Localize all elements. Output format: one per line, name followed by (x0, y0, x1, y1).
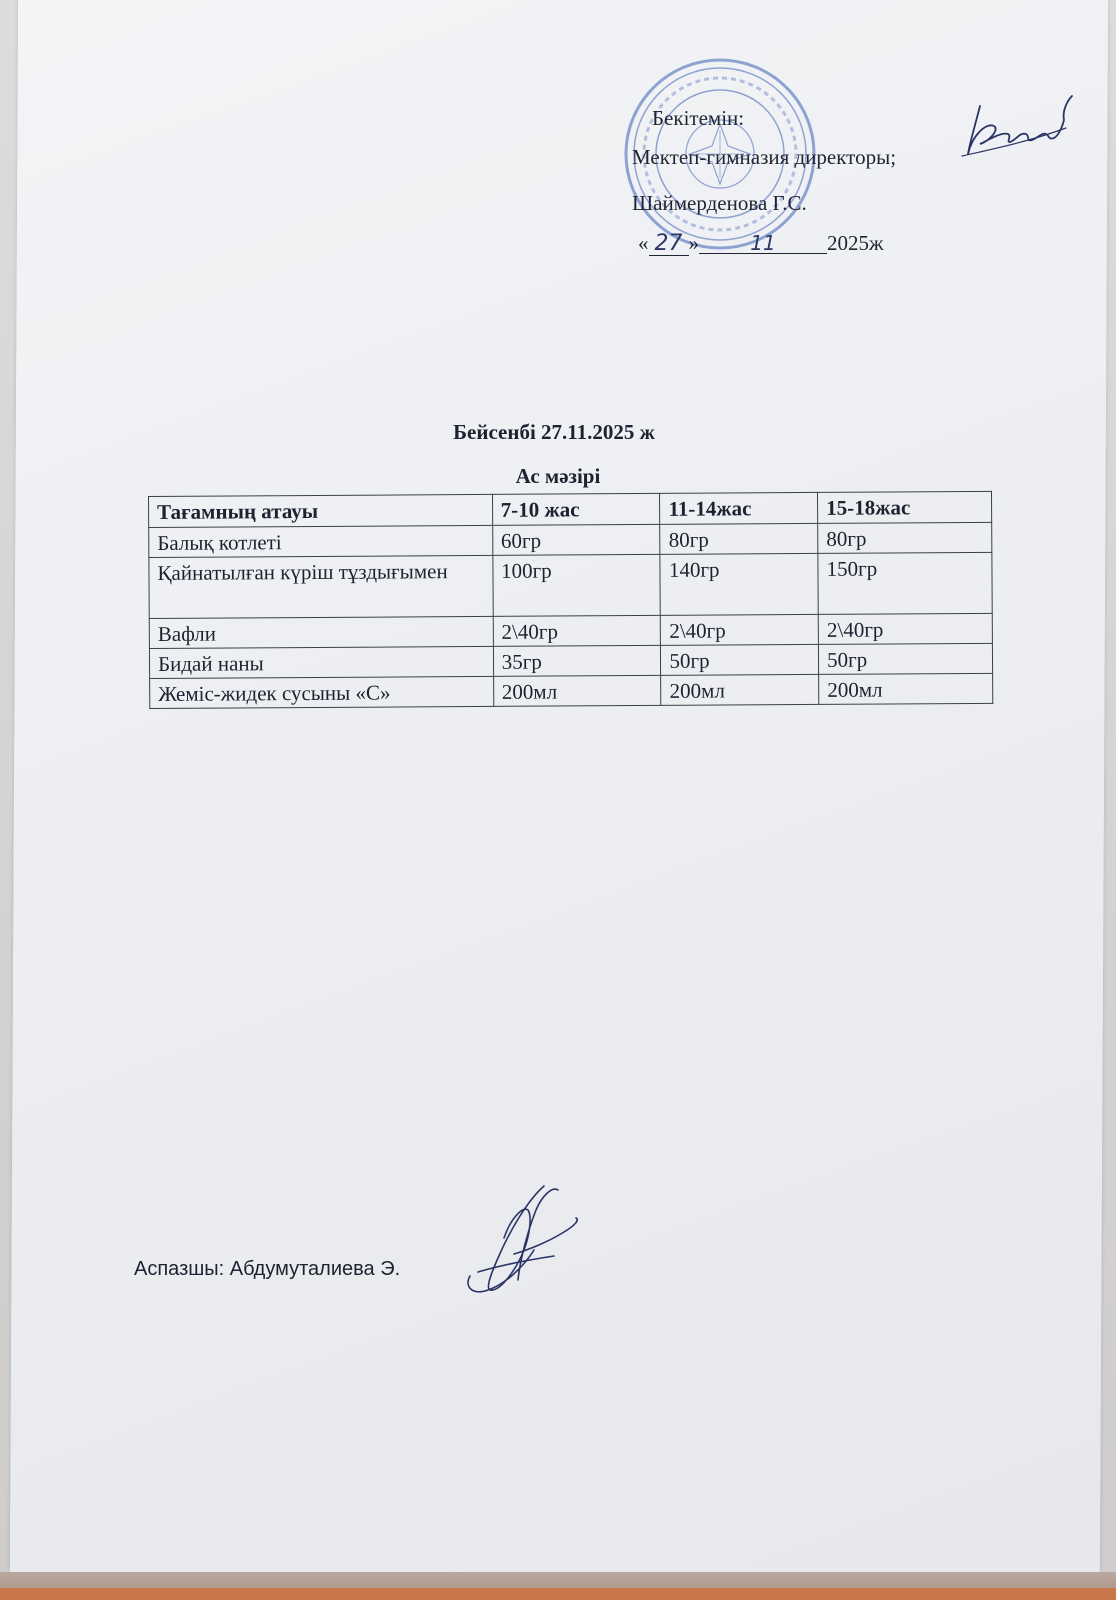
table-cell: 200мл (661, 674, 819, 705)
director-name: Шаймерденова Г.С. (632, 191, 807, 215)
table-cell: 100гр (493, 554, 661, 616)
day-date-heading: Бейсенбі 27.11.2025 ж (453, 420, 655, 444)
table-cell: Қайнатылған күріш тұздығымен (149, 555, 493, 618)
cook-signature-line: Аспазшы: Абдумуталиева Э. (134, 1258, 401, 1280)
table-cell: Жеміс-жидек сусыны «С» (150, 676, 494, 708)
table-cell: 80гр (818, 522, 992, 553)
table-cell: 200мл (493, 675, 661, 706)
menu-title: Ас мәзірі (515, 464, 601, 488)
cook-signature-icon (458, 1180, 598, 1300)
approval-date-day: 27 (649, 233, 689, 256)
table-cell: 150гр (818, 552, 992, 614)
table-cell: 80гр (660, 523, 818, 554)
table-cell: 2\40гр (493, 615, 661, 646)
table-cell: 2\40гр (818, 613, 992, 644)
director-position: Мектеп-гимназия директоры; (632, 145, 897, 169)
table-cell: Балық котлеті (149, 525, 493, 557)
table-cell: Вафли (149, 616, 493, 648)
table-cell: 35гр (493, 645, 661, 676)
menu-table (148, 491, 993, 709)
table-cell: 50гр (819, 643, 993, 674)
column-header: 15-18жас (818, 491, 992, 523)
table-row (150, 673, 993, 708)
approved-label: Бекітемін: (652, 106, 745, 130)
column-header: 7-10 жас (492, 493, 660, 525)
table-cell: Бидай наны (149, 646, 493, 678)
table-cell: 50гр (661, 644, 819, 675)
approval-date-year: 2025ж (827, 231, 884, 255)
background-floor (0, 1572, 1116, 1600)
column-header: 11-14жас (660, 492, 818, 524)
paper-sheet (10, 0, 1108, 1572)
table-cell: 60гр (492, 524, 660, 555)
director-signature-icon (958, 92, 1074, 162)
approval-date: « 27 » 11 2025ж (638, 231, 884, 256)
column-header: Тағамның атауы (149, 494, 493, 527)
table-header-row (149, 491, 992, 527)
table-cell: 2\40гр (661, 614, 819, 645)
table-row (149, 552, 992, 618)
approval-date-month: 11 (699, 233, 827, 254)
table-cell: 200мл (819, 673, 993, 704)
table-cell: 140гр (660, 553, 818, 615)
